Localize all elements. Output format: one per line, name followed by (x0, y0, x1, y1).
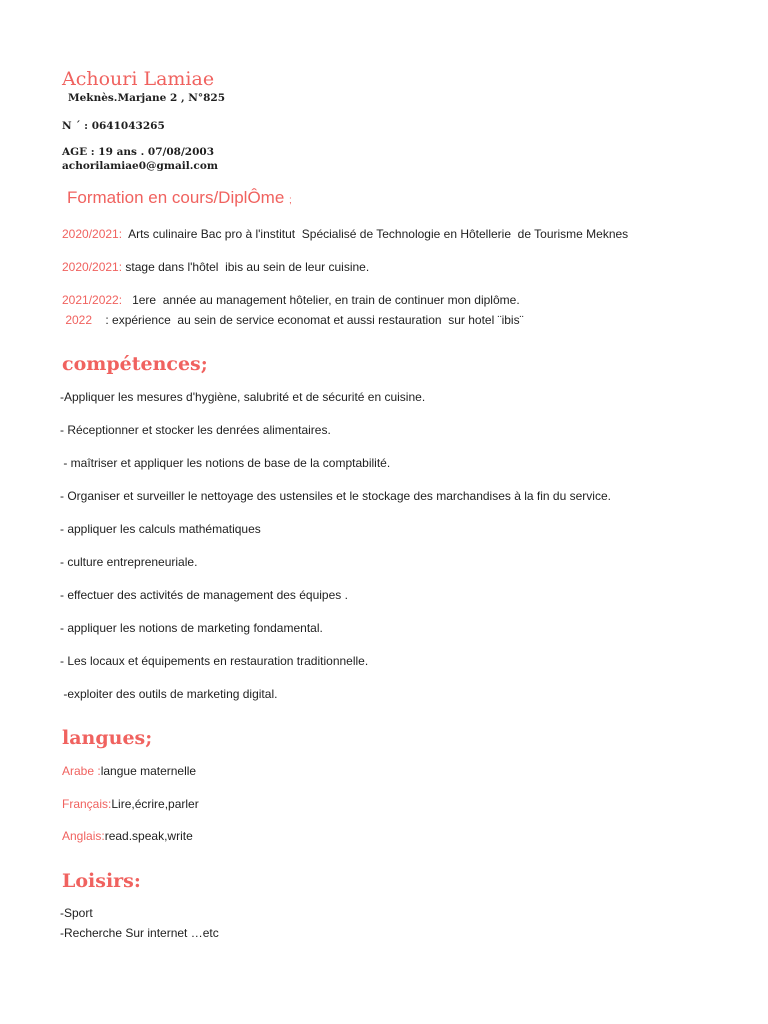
formation-text: : expérience au sein de service economat et aussi restauration sur hotel ¨ibis¨ (92, 313, 524, 327)
language-item (62, 829, 193, 843)
formation-text: Arts culinaire Bac pro à l'institut Spécialisé de Technologie en Hôtellerie de Tourisme Meknes (122, 227, 629, 241)
formation-entry (62, 293, 520, 307)
competence-item: -exploiter des outils de marketing digital. (60, 687, 278, 701)
formation-entry (62, 313, 524, 327)
language-item (62, 797, 199, 811)
langues-section-title: langues; (62, 727, 153, 749)
candidate-name: Achouri Lamiae (62, 68, 215, 90)
language-level: langue maternelle (100, 764, 197, 778)
competence-item: - culture entrepreneuriale. (60, 555, 198, 569)
competence-item: - effectuer des activités de management des équipes . (60, 588, 348, 602)
language-name: Anglais: (62, 829, 105, 843)
language-name: Arabe : (62, 764, 101, 778)
email-address: achorilamiae0@gmail.com (62, 160, 218, 172)
loisir-item: -Recherche Sur internet …etc (60, 926, 219, 940)
formation-year: 2022 (62, 313, 93, 327)
competences-section-title: compétences; (62, 353, 208, 375)
formation-text: 1ere année au management hôtelier, en train de continuer mon diplôme. (122, 293, 520, 307)
formation-year: 2020/2021: (62, 260, 123, 274)
competence-item: - appliquer les notions de marketing fondamental. (60, 621, 323, 635)
formation-text: stage dans l'hôtel ibis au sein de leur cuisine. (122, 260, 370, 274)
competence-item: - Réceptionner et stocker les denrées alimentaires. (60, 423, 331, 437)
phone-number: N ´ : 0641043265 (62, 120, 165, 132)
language-level: read.speak,write (104, 829, 193, 843)
formation-entry (62, 227, 628, 241)
competence-item: - Organiser et surveiller le nettoyage des ustensiles et le stockage des marchandises à la fin du service. (60, 489, 611, 503)
formation-title-text: Formation en cours/DiplÔme (67, 188, 285, 207)
formation-year: 2021/2022: (62, 293, 123, 307)
competence-item: - maîtriser et appliquer les notions de base de la comptabilité. (60, 456, 391, 470)
competence-item: -Appliquer les mesures d'hygiène, salubrité et de sécurité en cuisine. (60, 390, 426, 404)
formation-section-title (67, 188, 292, 208)
age: AGE : 19 ans . 07/08/2003 (62, 146, 215, 158)
address: Meknès.Marjane 2 , N°825 (68, 92, 226, 104)
formation-year: 2020/2021: (62, 227, 123, 241)
language-name: Français: (62, 797, 112, 811)
formation-title-suffix: ; (289, 195, 292, 206)
language-level: Lire,écrire,parler (111, 797, 199, 811)
formation-entry (62, 260, 369, 274)
loisir-item: -Sport (60, 906, 93, 920)
language-item (62, 764, 196, 778)
loisirs-section-title: Loisirs: (62, 870, 141, 892)
competence-item: - Les locaux et équipements en restauration traditionnelle. (60, 654, 369, 668)
competence-item: - appliquer les calculs mathématiques (60, 522, 261, 536)
